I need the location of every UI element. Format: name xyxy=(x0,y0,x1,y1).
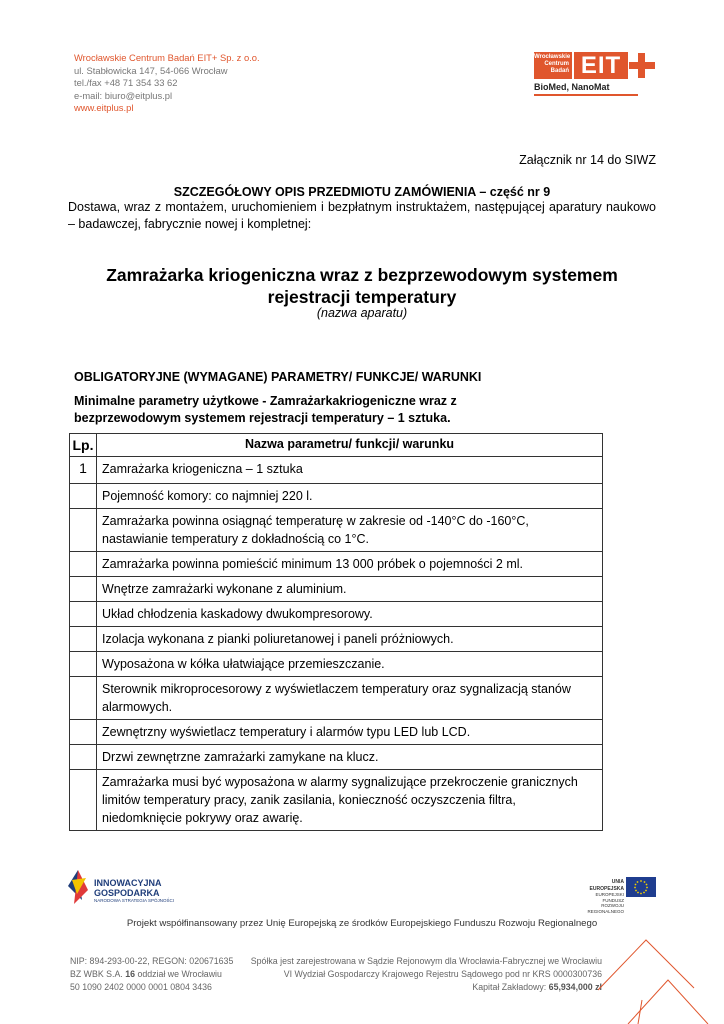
footer-nip: NIP: 894-293-00-22, REGON: 020671635 xyxy=(70,956,234,966)
row-lp xyxy=(70,770,97,831)
table-row xyxy=(70,770,603,831)
document-title: SZCZEGÓŁOWY OPIS PRZEDMIOTU ZAMÓWIENIA – część nr 9 xyxy=(173,185,551,199)
row-text: Zamrażarka kriogeniczna – 1 sztuka xyxy=(97,457,603,484)
intro-text: Dostawa, wraz z montażem, uruchomieniem i bezpłatnym instruktażem, następującej aparatury naukowo – badawczej, fabrycznie nowej i kompletnej: xyxy=(68,200,656,231)
footer-right xyxy=(251,955,602,994)
company-phone: tel./fax +48 71 354 33 62 xyxy=(74,77,178,89)
row-text: Wyposażona w kółka ułatwiające przemieszczanie. xyxy=(97,652,603,677)
footer-bank-city: oddział we Wrocławiu xyxy=(135,969,222,979)
cofinance-note: Projekt współfinansowany przez Unię Europejską ze środków Europejskiego Funduszu Rozwoju Regionalnego xyxy=(126,918,598,929)
ig-line1: INNOWACYJNA xyxy=(94,878,162,888)
table-row xyxy=(70,484,603,509)
ig-star-icon xyxy=(68,870,88,904)
company-address: ul. Stabłowicka 147, 54-066 Wrocław xyxy=(74,64,228,76)
footer-capital-value: 65,934,000 zł xyxy=(548,982,602,992)
footer-capital xyxy=(251,981,602,994)
header-lp: Lp. xyxy=(70,434,97,457)
table-row xyxy=(70,457,603,484)
row-lp xyxy=(70,677,97,720)
eu-text xyxy=(578,879,624,914)
footer-bank-branch: 16 xyxy=(125,969,136,979)
decorative-diamond-icon xyxy=(598,930,724,1024)
table-row xyxy=(70,677,603,720)
table-row xyxy=(70,652,603,677)
eu-flag-icon xyxy=(626,877,656,897)
eit-logo xyxy=(534,52,656,96)
eu-line3: ROZWOJU REGIONALNEGO xyxy=(587,903,624,914)
row-lp xyxy=(70,552,97,577)
logo-subtitle: BioMed, NanoMat xyxy=(534,82,610,92)
minimal-line1: Minimalne parametry użytkowe - Zamrażarkakriogeniczne wraz z xyxy=(74,394,457,408)
table-row xyxy=(70,627,603,652)
row-text: Drzwi zewnętrzne zamrażarki zamykane na klucz. xyxy=(97,745,603,770)
table-body xyxy=(70,457,603,831)
annex-label: Załącznik nr 14 do SIWZ xyxy=(519,153,656,167)
device-subtitle: (nazwa aparatu) xyxy=(316,306,408,320)
row-text: Układ chłodzenia kaskadowy dwukompresorowy. xyxy=(97,602,603,627)
eu-line2: EUROPEJSKI FUNDUSZ xyxy=(595,892,624,903)
company-header xyxy=(74,52,260,115)
company-name: Wrocławskie Centrum Badań EIT+ Sp. z o.o. xyxy=(74,52,260,63)
footer-bank xyxy=(70,968,233,981)
footer-bank-name: BZ WBK S.A. xyxy=(70,969,126,979)
row-text: Wnętrze zamrażarki wykonane z aluminium. xyxy=(97,577,603,602)
row-text: Zamrażarka powinna osiągnąć temperaturę w zakresie od -140°C do -160°C, nastawianie temperatury z dokładnością co 1°C. xyxy=(97,509,603,552)
eu-line1: UNIA EUROPEJSKA xyxy=(589,879,624,892)
table-row xyxy=(70,720,603,745)
row-lp: 1 xyxy=(70,457,97,484)
device-name-line2: rejestracji temperatury xyxy=(267,287,457,307)
table-row xyxy=(70,552,603,577)
device-name xyxy=(0,264,724,308)
company-email: e-mail: biuro@eitplus.pl xyxy=(74,89,173,101)
company-web: www.eitplus.pl xyxy=(74,102,134,114)
header-name: Nazwa parametru/ funkcji/ warunku xyxy=(97,434,603,457)
device-name-line1: Zamrażarka kriogeniczna wraz z bezprzewodowym systemem xyxy=(106,265,618,285)
table-header-row xyxy=(70,434,603,457)
footer-krs: VI Wydział Gospodarczy Krajowego Rejestru Sądowego pod nr KRS 0000300736 xyxy=(283,969,602,979)
logo-box xyxy=(534,52,572,79)
footer-court: Spółka jest zarejestrowana w Sądzie Rejonowym dla Wrocławia-Fabrycznej we Wrocławiu xyxy=(250,956,602,966)
innovative-economy-logo xyxy=(68,870,248,906)
row-lp xyxy=(70,745,97,770)
row-lp xyxy=(70,627,97,652)
logo-plus-icon-bar xyxy=(629,62,655,69)
table-row xyxy=(70,577,603,602)
footer-capital-label: Kapitał Zakładowy: xyxy=(472,982,549,992)
logo-mark: EIT xyxy=(574,52,628,79)
logo-underline xyxy=(534,94,638,96)
spec-table xyxy=(69,433,603,831)
row-text: Sterownik mikroprocesorowy z wyświetlaczem temperatury oraz sygnalizacją stanów alarmowych. xyxy=(97,677,603,720)
footer-account: 50 1090 2402 0000 0001 0804 3436 xyxy=(70,982,212,992)
obligatory-heading: OBLIGATORYJNE (WYMAGANE) PARAMETRY/ FUNKCJE/ WARUNKI xyxy=(74,370,482,384)
minimal-parameters-heading xyxy=(74,393,544,427)
footer-left xyxy=(70,955,233,994)
row-lp xyxy=(70,720,97,745)
row-text: Zamrażarka musi być wyposażona w alarmy sygnalizujące przekroczenie granicznych limitów temperatury pracy, zanik zasilania, konieczność oczyszczenia filtra, niedomknięcie pokrywy oraz awarię. xyxy=(97,770,603,831)
row-lp xyxy=(70,652,97,677)
row-text: Zewnętrzny wyświetlacz temperatury i alarmów typu LED lub LCD. xyxy=(97,720,603,745)
logo-box-line: Wrocławskie xyxy=(534,54,571,60)
row-text: Pojemność komory: co najmniej 220 l. xyxy=(97,484,603,509)
row-text: Zamrażarka powinna pomieścić minimum 13 000 próbek o pojemności 2 ml. xyxy=(97,552,603,577)
row-text: Izolacja wykonana z pianki poliuretanowej i paneli próżniowych. xyxy=(97,627,603,652)
logo-box-line: Centrum xyxy=(544,61,569,67)
row-lp xyxy=(70,509,97,552)
ig-title xyxy=(94,878,162,898)
logo-box-line: Badań xyxy=(550,68,569,74)
row-lp xyxy=(70,577,97,602)
table-row xyxy=(70,602,603,627)
eu-logo xyxy=(578,877,656,914)
minimal-line2: bezprzewodowym systemem rejestracji temperatury – 1 sztuka. xyxy=(74,411,451,425)
ig-strategy: NARODOWA STRATEGIA SPÓJNOŚCI xyxy=(94,898,175,903)
table-row xyxy=(70,509,603,552)
ig-line2: GOSPODARKA xyxy=(94,888,160,898)
table-row xyxy=(70,745,603,770)
row-lp xyxy=(70,484,97,509)
row-lp xyxy=(70,602,97,627)
